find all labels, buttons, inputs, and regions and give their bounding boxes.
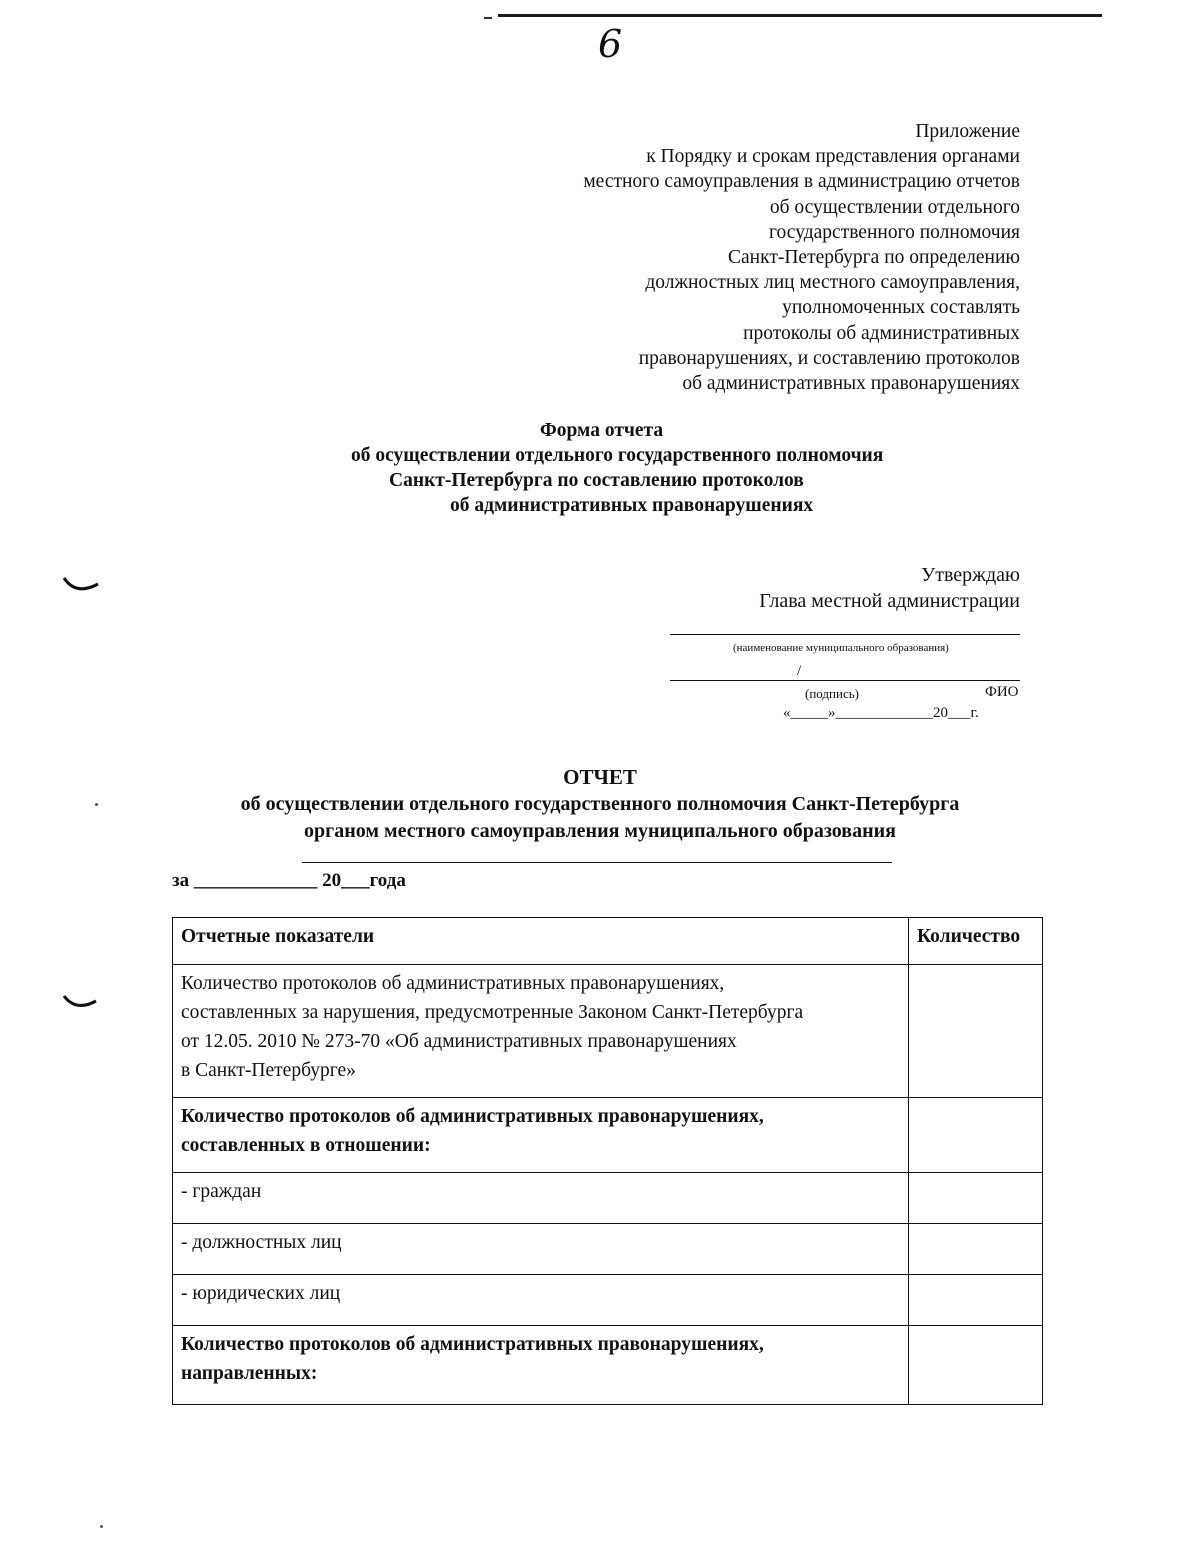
row-line: Количество протоколов об административных правонарушениях, xyxy=(181,1334,764,1355)
municipality-name-line xyxy=(302,862,892,863)
signature-caption: (подпись) xyxy=(805,686,859,701)
form-title-line: об административных правонарушениях xyxy=(450,495,814,516)
row-text xyxy=(173,965,909,1098)
head-label: Глава местной администрации xyxy=(759,590,1020,612)
header-indicators: Отчетные показатели xyxy=(173,918,909,965)
form-title-line: Санкт-Петербурга по составлению протоколов xyxy=(389,470,804,491)
appendix-line: местного самоуправления в администрацию отчетов xyxy=(583,171,1020,193)
table-row xyxy=(173,1326,1043,1405)
appendix-line: должностных лиц местного самоуправления, xyxy=(645,272,1020,294)
table-row xyxy=(173,1173,1043,1224)
row-text xyxy=(173,1326,909,1405)
report-table xyxy=(172,917,1043,1405)
row-text: - должностных лиц xyxy=(173,1224,909,1275)
row-line: Количество протоколов об административных правонарушениях, xyxy=(181,973,725,994)
header-quantity: Количество xyxy=(909,918,1043,965)
table-header-row xyxy=(173,918,1043,965)
appendix-line: государственного полномочия xyxy=(769,221,1020,243)
appendix-line: к Порядку и срокам представления органами xyxy=(646,146,1020,168)
appendix-line: уполномоченных составлять xyxy=(782,297,1020,319)
row-quantity xyxy=(909,1098,1043,1173)
page-number: 6 xyxy=(598,22,623,66)
signature-slash: / xyxy=(797,663,802,679)
report-period: за _____________ 20___года xyxy=(172,870,406,891)
approval-date: «_____»_____________20___г. xyxy=(783,705,979,721)
row-line: в Санкт-Петербурге» xyxy=(181,1060,356,1081)
row-quantity xyxy=(909,965,1043,1098)
row-quantity xyxy=(909,1275,1043,1326)
approval-block xyxy=(759,562,1020,614)
top-rule-tail xyxy=(484,17,492,19)
row-line: направленных: xyxy=(181,1363,318,1384)
report-subtitle-line: органом местного самоуправления муниципального образования xyxy=(304,820,896,842)
appendix-block xyxy=(583,119,1020,396)
row-quantity xyxy=(909,1224,1043,1275)
scan-dot xyxy=(95,803,98,806)
municipality-caption: (наименование муниципального образования) xyxy=(733,642,949,654)
row-text: - граждан xyxy=(173,1173,909,1224)
punch-hole-mark xyxy=(62,574,102,596)
form-title-line: Форма отчета xyxy=(540,420,664,441)
row-line: составленных в отношении: xyxy=(181,1135,431,1156)
municipality-line xyxy=(670,634,1020,635)
appendix-line: правонарушениях, и составлению протоколов xyxy=(638,347,1020,369)
row-line: от 12.05. 2010 № 273-70 «Об административных правонарушениях xyxy=(181,1031,737,1052)
table-row xyxy=(173,1224,1043,1275)
appendix-line: об осуществлении отдельного xyxy=(769,196,1020,218)
appendix-line: об административных правонарушениях xyxy=(682,373,1020,395)
scan-dot xyxy=(100,1525,103,1528)
fio-caption: ФИО xyxy=(985,684,1019,700)
table-row xyxy=(173,965,1043,1098)
row-line: Количество протоколов об административных правонарушениях, xyxy=(181,1106,764,1127)
row-line: составленных за нарушения, предусмотренные Законом Санкт-Петербурга xyxy=(181,1002,804,1023)
punch-hole-mark xyxy=(62,992,102,1014)
row-text xyxy=(173,1098,909,1173)
appendix-line: протоколы об административных xyxy=(743,322,1020,344)
report-title: ОТЧЕТ xyxy=(563,765,637,789)
signature-line xyxy=(670,680,1020,681)
row-quantity xyxy=(909,1326,1043,1405)
form-title-line: об осуществлении отдельного государственного полномочия xyxy=(351,445,884,466)
table-row xyxy=(173,1098,1043,1173)
row-text: - юридических лиц xyxy=(173,1275,909,1326)
approve-label: Утверждаю xyxy=(921,564,1020,586)
report-subtitle-line: об осуществлении отдельного государственного полномочия Санкт-Петербурга xyxy=(240,793,960,815)
report-heading xyxy=(0,764,1200,845)
table-row xyxy=(173,1275,1043,1326)
row-quantity xyxy=(909,1173,1043,1224)
top-rule xyxy=(498,14,1102,17)
appendix-line: Приложение xyxy=(915,121,1020,142)
appendix-line: Санкт-Петербурга по определению xyxy=(728,247,1020,269)
